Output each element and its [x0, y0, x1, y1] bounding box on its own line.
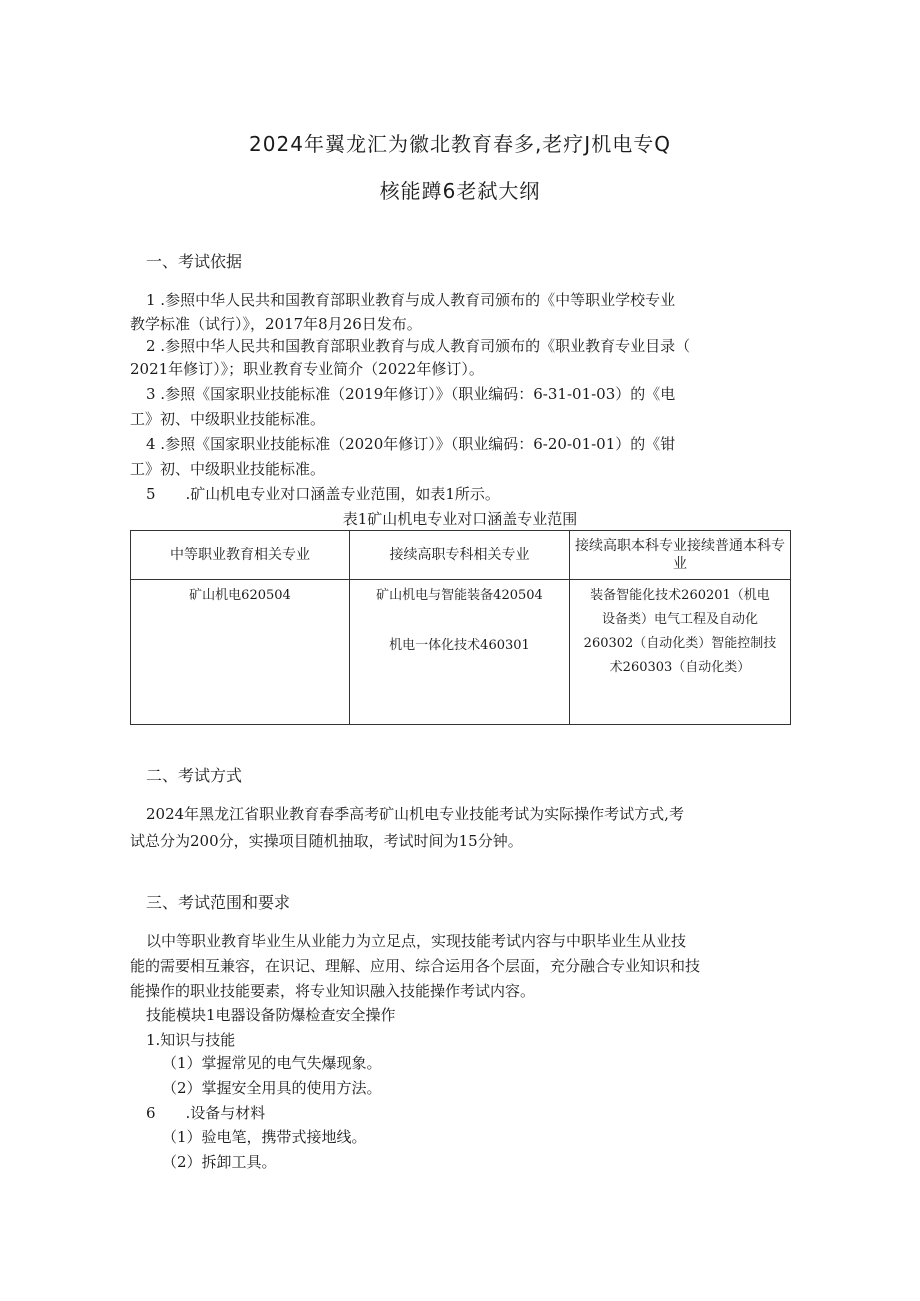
major-scope-table: [130, 530, 791, 725]
equipment-item-2: （2）拆卸工具。: [162, 1153, 277, 1171]
knowledge-item-1: （1）掌握常见的电气失爆现象。: [162, 1054, 382, 1072]
scope-paragraph-line-2: 能的需要相互兼容，在识记、理解、应用、综合运用各个层面，充分融合专业知识和技: [130, 957, 701, 975]
basis-item-4-line-1: 4 .参照《国家职业技能标准（2020年修订）》（职业编码：6-20-01-01）的《钳: [146, 435, 676, 453]
section-3-heading: 三、考试范围和要求: [146, 893, 291, 912]
undergraduate-major-line: 装备智能化技术260201（机电: [590, 588, 770, 603]
table-cell-vocational-majors: [350, 580, 570, 725]
undergraduate-major-line: 260302（自动化类）智能控制技: [583, 636, 777, 651]
table-header-cell: 接续高职本科专业接续普通本科专业: [570, 531, 791, 580]
basis-item-5: 5 .矿山机电专业对口涵盖专业范围，如表1所示。: [146, 485, 500, 503]
vocational-major-item: 机电一体化技术460301: [389, 638, 530, 653]
section-2-heading: 二、考试方式: [146, 766, 243, 785]
table-header-row: [131, 531, 791, 580]
basis-item-1-line-1: 1 .参照中华人民共和国教育部职业教育与成人教育司颁布的《中等职业学校专业: [146, 291, 676, 309]
basis-item-3-line-1: 3 .参照《国家职业技能标准（2019年修订）》（职业编码：6-31-01-03）的《电: [146, 385, 676, 403]
knowledge-item-2: （2）掌握安全用具的使用方法。: [162, 1079, 382, 1097]
exam-method-line-2: 试总分为200分，实操项目随机抽取，考试时间为15分钟。: [130, 832, 523, 850]
table-row: [131, 580, 791, 725]
secondary-major-name: 矿山机电620504: [189, 588, 291, 603]
document-title-line-1: 2024年翼龙汇为徽北教育春多,老疗J机电专Q: [249, 132, 671, 156]
equipment-item-1: （1）验电笔，携带式接地线。: [162, 1128, 367, 1146]
undergraduate-major-line: 术260303（自动化类）: [609, 660, 751, 675]
scope-paragraph-line-3: 能操作的职业技能要素，将专业知识融入技能操作考试内容。: [130, 982, 536, 1000]
basis-item-3-line-2: 工》初、中级职业技能标准。: [130, 410, 326, 428]
skill-module-1-title: 技能模块1电器设备防爆检查安全操作: [146, 1006, 396, 1024]
exam-method-line-1: 2024年黑龙江省职业教育春季高考矿山机电专业技能考试为实际操作考试方式,考: [146, 805, 684, 823]
table-header-cell: 接续高职专科相关专业: [350, 531, 570, 580]
equipment-materials-heading: 6 .设备与材料: [146, 1104, 266, 1122]
basis-item-2-line-2: 2021年修订）》；职业教育专业简介（2022年修订）。: [130, 360, 484, 378]
knowledge-and-skills-heading: 1.知识与技能: [146, 1031, 236, 1049]
basis-item-4-line-2: 工》初、中级职业技能标准。: [130, 460, 326, 478]
table-cell-undergraduate-majors: [570, 580, 791, 725]
undergraduate-major-line: 设备类）电气工程及自动化: [601, 612, 758, 627]
table-cell-secondary-major: [131, 580, 350, 725]
table-caption: 表1矿山机电专业对口涵盖专业范围: [342, 510, 578, 528]
basis-item-1-line-2: 教学标准（试行）》，2017年8月26日发布。: [130, 315, 422, 333]
document-title-line-2: 核能蹲6老弑大纲: [379, 179, 541, 203]
scope-paragraph-line-1: 以中等职业教育毕业生从业能力为立足点，实现技能考试内容与中职毕业生从业技: [146, 932, 687, 950]
table-header-cell: 中等职业教育相关专业: [131, 531, 350, 580]
basis-item-2-line-1: 2 .参照中华人民共和国教育部职业教育与成人教育司颁布的《职业教育专业目录（: [146, 337, 691, 355]
vocational-major-item: 矿山机电与智能装备420504: [376, 588, 543, 603]
section-1-heading: 一、考试依据: [146, 252, 243, 271]
